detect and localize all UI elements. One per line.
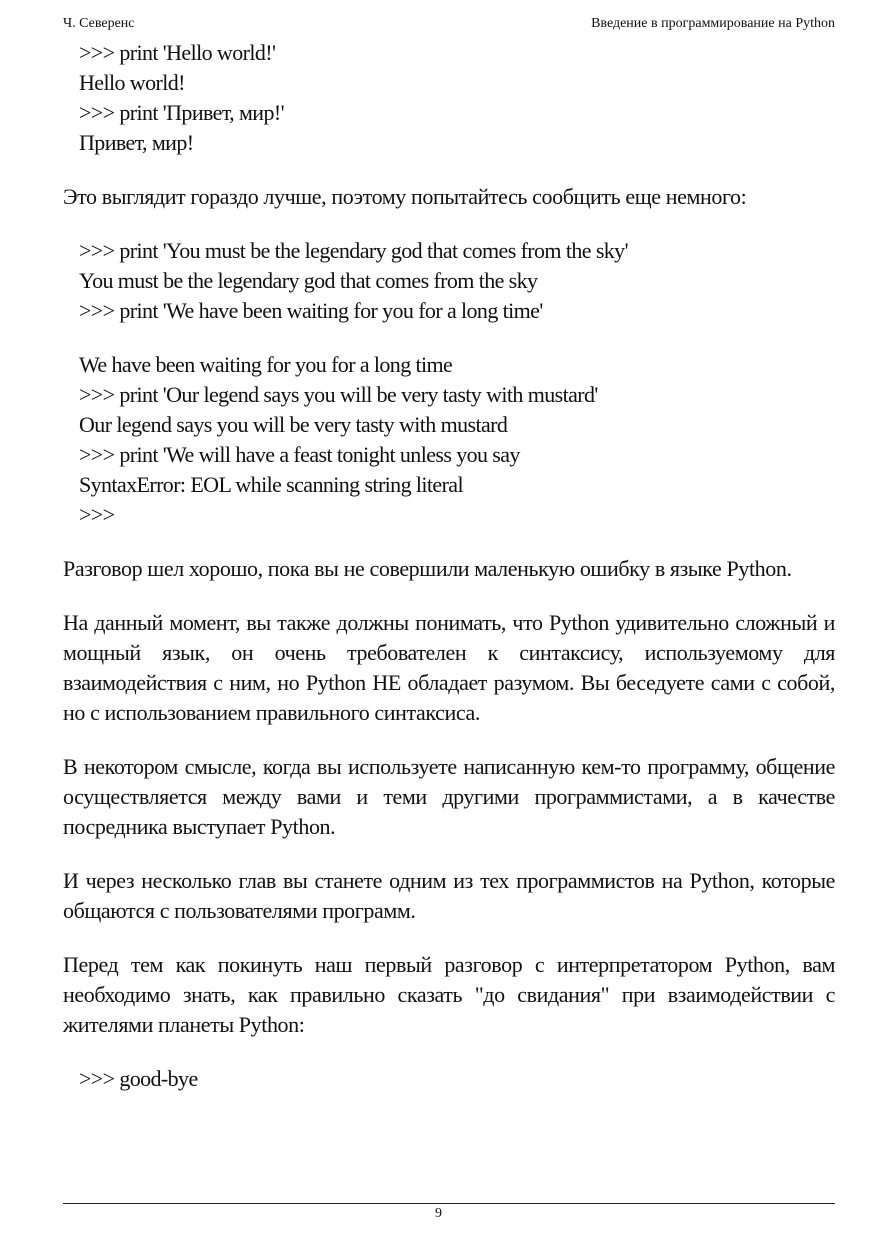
code-line: >>> print 'We have been waiting for you for a long time': [79, 298, 543, 323]
paragraph: Разговор шел хорошо, пока вы не совершили маленькую ошибку в языке Python.: [63, 556, 792, 581]
code-line: Our legend says you will be very tasty with mustard: [79, 412, 508, 437]
paragraph: Перед тем как покинуть наш первый разговор с интерпретатором Python, вам необходимо знать, как правильно сказать "до свидания" при взаимодействии с жителями планеты Python:: [63, 952, 835, 1037]
code-line: SyntaxError: EOL while scanning string literal: [79, 472, 463, 497]
header-author: Ч. Северенс: [63, 16, 135, 31]
code-line: Привет, мир!: [79, 130, 194, 155]
code-line: >>> print 'We will have a feast tonight unless you say: [79, 442, 520, 467]
code-line: >>> good-bye: [79, 1066, 198, 1091]
page-number: 9: [435, 1206, 442, 1221]
code-block-feast: [63, 350, 835, 530]
code-line: You must be the legendary god that comes from the sky: [79, 268, 538, 293]
running-header: [63, 16, 835, 36]
code-block-hello: [63, 38, 835, 158]
code-block-legend: [63, 236, 835, 326]
paragraph: На данный момент, вы также должны понимать, что Python удивительно сложный и мощный язык, он очень требователен к синтаксису, используемому для взаимодействия с ним, но Python НЕ обладает разумом. Вы беседуете сами с собой, но с использованием правильного синтаксиса.: [63, 610, 835, 725]
paragraph: В некотором смысле, когда вы используете написанную кем-то программу, общение осуществляется между вами и теми другими программистами, а в качестве посредника выступает Python.: [63, 754, 835, 839]
code-block-goodbye: [63, 1064, 835, 1094]
footer-divider: [63, 1203, 835, 1204]
code-line: >>> print 'Hello world!': [79, 40, 276, 65]
code-line: >>>: [79, 502, 115, 527]
paragraph: Это выглядит гораздо лучше, поэтому попытайтесь сообщить еще немного:: [63, 184, 747, 209]
header-book-title: Введение в программирование на Python: [591, 16, 835, 31]
code-line: We have been waiting for you for a long time: [79, 352, 453, 377]
code-line: Hello world!: [79, 70, 185, 95]
paragraph: И через несколько глав вы станете одним из тех программистов на Python, которые общаются с пользователями программ.: [63, 868, 835, 923]
code-line: >>> print 'You must be the legendary god that comes from the sky': [79, 238, 628, 263]
page-body: [63, 38, 835, 1094]
code-line: >>> print 'Привет, мир!': [79, 100, 284, 125]
code-line: >>> print 'Our legend says you will be very tasty with mustard': [79, 382, 598, 407]
